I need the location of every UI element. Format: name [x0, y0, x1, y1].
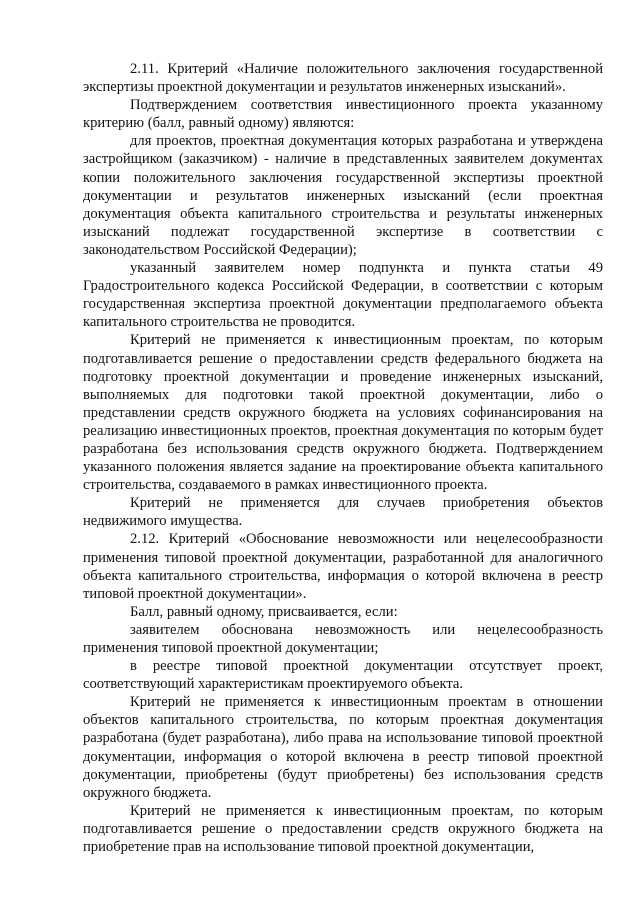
document-page [83, 60, 603, 856]
paragraph-rights-acquisition: Критерий не применяется к инвестиционным проектам, по которым подготавливается решение о предоставлении средств окружного бюджета на приобретение прав на использование типовой проектной документации, [83, 802, 603, 856]
paragraph-real-estate-exception: Критерий не применяется для случаев приобретения объектов недвижимого имущества. [83, 495, 603, 530]
paragraph-justification: заявителем обоснована невозможность или нецелесообразность применения типовой проектной документации; [83, 621, 603, 656]
paragraph-article-49: указанный заявителем номер подпункта и пункта статьи 49 Градостроительного кодекса Российской Федерации, в соответствии с которым государственная экспертиза проектной документации предполагаемого объекта капитального строительства не проводится. [83, 260, 603, 331]
paragraph-federal-budget-exception: Критерий не применяется к инвестиционным проектам, по которым подготавливается решение о предоставлении средств федерального бюджета на подготовку проектной документации и проведение инженерных изысканий, выполняемых для подготовки такой проектной документации, либо о представлении средств окружного бюджета на условиях софинансирования на реализацию инвестиционных проектов, проектная документация по которым будет разработана без использования средств окружного бюджета. Подтверждением указанного положения является задание на проектирование объекта капитального строительства, создаваемого в рамках инвестиционного проекта. [83, 332, 603, 494]
paragraph-confirmation-intro: Подтверждением соответствия инвестиционного проекта указанному критерию (балл, равный одному) являются: [83, 97, 603, 132]
paragraph-typical-docs-exception: Критерий не применяется к инвестиционным проектам в отношении объектов капитального строительства, по которым проектная документация разработана (будет разработана), либо права на использование типовой проектной документации, информация о которой включена в реестр типовой проектной документации, приобретены (будут приобретены) без использования средств окружного бюджета. [83, 694, 603, 801]
paragraph-expertise-copy: для проектов, проектная документация которых разработана и утверждена застройщиком (заказчиком) - наличие в представленных заявителем документах копии положительного заключения государственной экспертизы проектной документации и результатов инженерных изысканий (если проектная документация объекта капитального строительства и результаты инженерных изысканий подлежат государственной экспертизе в соответствии с законодательством Российской Федерации); [83, 133, 603, 258]
paragraph-2-12-heading: 2.12. Критерий «Обоснование невозможности или нецелесообразности применения типовой проектной документации, разработанной для аналогичного объекта капитального строительства, информация о которой включена в реестр типовой проектной документации». [83, 531, 603, 602]
paragraph-registry-absence: в реестре типовой проектной документации отсутствует проект, соответствующий характеристикам проектируемого объекта. [83, 658, 603, 693]
paragraph-score-condition: Балл, равный одному, присваивается, если: [130, 603, 398, 620]
paragraph-2-11-heading: 2.11. Критерий «Наличие положительного заключения государственной экспертизы проектной документации и результатов инженерных изысканий». [83, 61, 603, 96]
